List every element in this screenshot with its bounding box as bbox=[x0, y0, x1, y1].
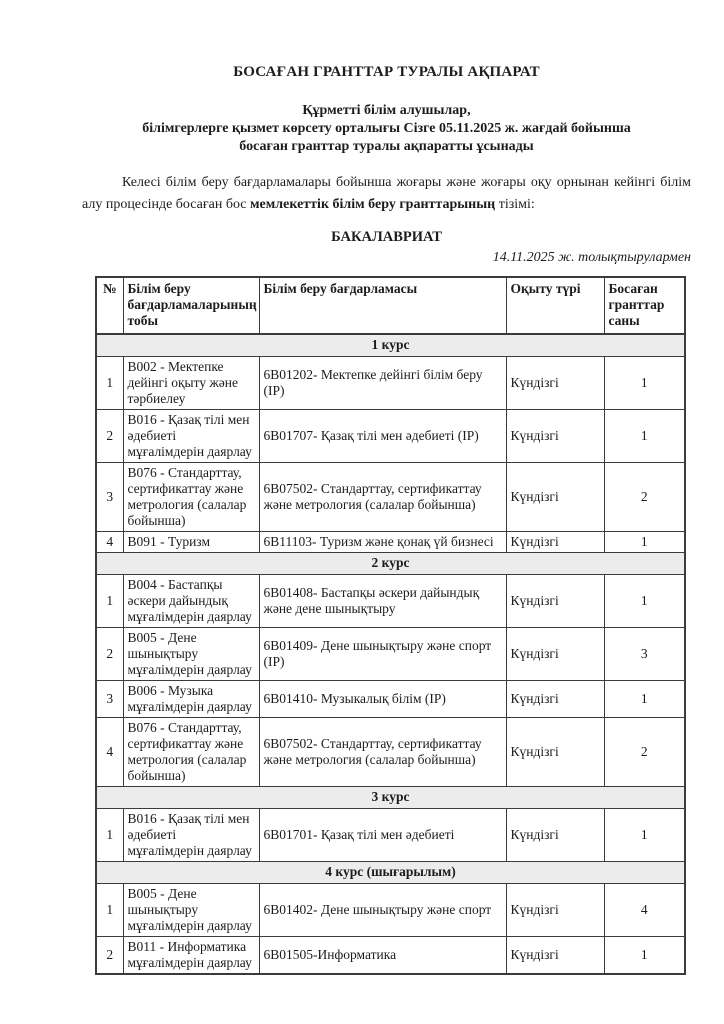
program-group-cell: B004 - Бастапқы әскери дайындық мұғалімдерін даярлау bbox=[123, 575, 259, 628]
table-row bbox=[96, 937, 685, 975]
table-row bbox=[96, 628, 685, 681]
row-number-cell: 2 bbox=[96, 628, 123, 681]
grants-table bbox=[95, 276, 686, 975]
grants-table-body bbox=[96, 334, 685, 974]
study-form-cell: Күндізгі bbox=[506, 628, 604, 681]
grant-count-cell: 4 bbox=[604, 884, 685, 937]
date-note: 14.11.2025 ж. толықтырулармен bbox=[492, 250, 691, 265]
intro-text-after: тізімі: bbox=[495, 197, 535, 212]
table-row bbox=[96, 718, 685, 787]
header-grant-count: Босаған гранттар саны bbox=[604, 277, 685, 334]
greeting-line-2: білімгерлерге қызмет көрсету орталығы Сізге 05.11.2025 ж. жағдай бойынша bbox=[142, 121, 631, 136]
row-number-cell: 1 bbox=[96, 357, 123, 410]
table-row bbox=[96, 681, 685, 718]
table-row bbox=[96, 884, 685, 937]
study-form-cell: Күндізгі bbox=[506, 809, 604, 862]
row-number-cell: 2 bbox=[96, 937, 123, 975]
row-number-cell: 3 bbox=[96, 681, 123, 718]
program-group-cell: B002 - Мектепке дейінгі оқыту және тәрбиелеу bbox=[123, 357, 259, 410]
course-section-title: 4 курс (шығарылым) bbox=[96, 862, 685, 884]
greeting-block bbox=[82, 102, 691, 156]
intro-text-before: Келесі білім беру бағдарламалары бойынша жоғары және жоғары оқу орнынан кейінгі білім алу процесінде босаған бос bbox=[82, 175, 691, 212]
row-number-cell: 1 bbox=[96, 809, 123, 862]
program-group-cell: B016 - Қазақ тілі мен әдебиеті мұғалімдерін даярлау bbox=[123, 809, 259, 862]
grant-count-cell: 1 bbox=[604, 937, 685, 975]
grant-count-cell: 1 bbox=[604, 532, 685, 553]
greeting-line-1: Құрметті білім алушылар, bbox=[302, 103, 471, 118]
table-row bbox=[96, 575, 685, 628]
program-code-cell: 6В11103- Туризм және қонақ үй бизнесі bbox=[259, 532, 506, 553]
program-code-cell: 6В07502- Стандарттау, сертификаттау және метрология (салалар бойынша) bbox=[259, 718, 506, 787]
program-group-cell: B005 - Дене шынықтыру мұғалімдерін даярлау bbox=[123, 628, 259, 681]
row-number-cell: 1 bbox=[96, 575, 123, 628]
program-group-cell: B076 - Стандарттау, сертификаттау және метрология (салалар бойынша) bbox=[123, 463, 259, 532]
program-group-cell: B016 - Қазақ тілі мен әдебиеті мұғалімдерін даярлау bbox=[123, 410, 259, 463]
table-row bbox=[96, 532, 685, 553]
grant-count-cell: 1 bbox=[604, 681, 685, 718]
row-number-cell: 4 bbox=[96, 718, 123, 787]
study-form-cell: Күндізгі bbox=[506, 884, 604, 937]
grant-count-cell: 1 bbox=[604, 575, 685, 628]
study-form-cell: Күндізгі bbox=[506, 357, 604, 410]
table-row bbox=[96, 357, 685, 410]
intro-text-bold: мемлекеттік білім беру гранттарының bbox=[250, 197, 496, 212]
course-section-row bbox=[96, 787, 685, 809]
intro-paragraph bbox=[82, 172, 691, 216]
study-form-cell: Күндізгі bbox=[506, 410, 604, 463]
course-section-row bbox=[96, 334, 685, 357]
header-number: № bbox=[96, 277, 123, 334]
course-section-title: 2 курс bbox=[96, 553, 685, 575]
table-row bbox=[96, 463, 685, 532]
course-section-row bbox=[96, 553, 685, 575]
program-code-cell: 6В01410- Музыкалық білім (IP) bbox=[259, 681, 506, 718]
program-code-cell: 6В01409- Дене шынықтыру және спорт (IP) bbox=[259, 628, 506, 681]
course-section-title: 3 курс bbox=[96, 787, 685, 809]
study-form-cell: Күндізгі bbox=[506, 937, 604, 975]
program-code-cell: 6В01202- Мектепке дейінгі білім беру (IP) bbox=[259, 357, 506, 410]
program-group-cell: B006 - Музыка мұғалімдерін даярлау bbox=[123, 681, 259, 718]
header-study-form: Оқыту түрі bbox=[506, 277, 604, 334]
study-form-cell: Күндізгі bbox=[506, 532, 604, 553]
page-title: БОСАҒАН ГРАНТТАР ТУРАЛЫ АҚПАРАТ bbox=[233, 64, 540, 80]
program-code-cell: 6В01707- Қазақ тілі мен әдебиеті (IP) bbox=[259, 410, 506, 463]
header-program-group: Білім беру бағдарламаларының тобы bbox=[123, 277, 259, 334]
study-form-cell: Күндізгі bbox=[506, 718, 604, 787]
grant-count-cell: 3 bbox=[604, 628, 685, 681]
grant-count-cell: 1 bbox=[604, 410, 685, 463]
program-code-cell: 6В01402- Дене шынықтыру және спорт bbox=[259, 884, 506, 937]
grant-count-cell: 1 bbox=[604, 809, 685, 862]
row-number-cell: 2 bbox=[96, 410, 123, 463]
study-form-cell: Күндізгі bbox=[506, 681, 604, 718]
program-code-cell: 6В01408- Бастапқы әскери дайындық және дене шынықтыру bbox=[259, 575, 506, 628]
study-form-cell: Күндізгі bbox=[506, 463, 604, 532]
course-section-row bbox=[96, 862, 685, 884]
program-group-cell: B076 - Стандарттау, сертификаттау және метрология (салалар бойынша) bbox=[123, 718, 259, 787]
table-row bbox=[96, 809, 685, 862]
grant-count-cell: 1 bbox=[604, 357, 685, 410]
row-number-cell: 4 bbox=[96, 532, 123, 553]
program-code-cell: 6В01505-Информатика bbox=[259, 937, 506, 975]
grant-count-cell: 2 bbox=[604, 463, 685, 532]
program-code-cell: 6В01701- Қазақ тілі мен әдебиеті bbox=[259, 809, 506, 862]
greeting-line-3: босаған гранттар туралы ақпаратты ұсынады bbox=[239, 139, 534, 154]
header-program-name: Білім беру бағдарламасы bbox=[259, 277, 506, 334]
course-section-title: 1 курс bbox=[96, 334, 685, 357]
grant-count-cell: 2 bbox=[604, 718, 685, 787]
program-code-cell: 6В07502- Стандарттау, сертификаттау және метрология (салалар бойынша) bbox=[259, 463, 506, 532]
table-row bbox=[96, 410, 685, 463]
program-group-cell: B011 - Информатика мұғалімдерін даярлау bbox=[123, 937, 259, 975]
row-number-cell: 3 bbox=[96, 463, 123, 532]
row-number-cell: 1 bbox=[96, 884, 123, 937]
program-group-cell: B091 - Туризм bbox=[123, 532, 259, 553]
grants-table-header bbox=[96, 277, 685, 334]
header-row bbox=[96, 277, 685, 334]
study-form-cell: Күндізгі bbox=[506, 575, 604, 628]
bachelor-heading: БАКАЛАВРИАТ bbox=[331, 229, 442, 245]
program-group-cell: B005 - Дене шынықтыру мұғалімдерін даярлау bbox=[123, 884, 259, 937]
